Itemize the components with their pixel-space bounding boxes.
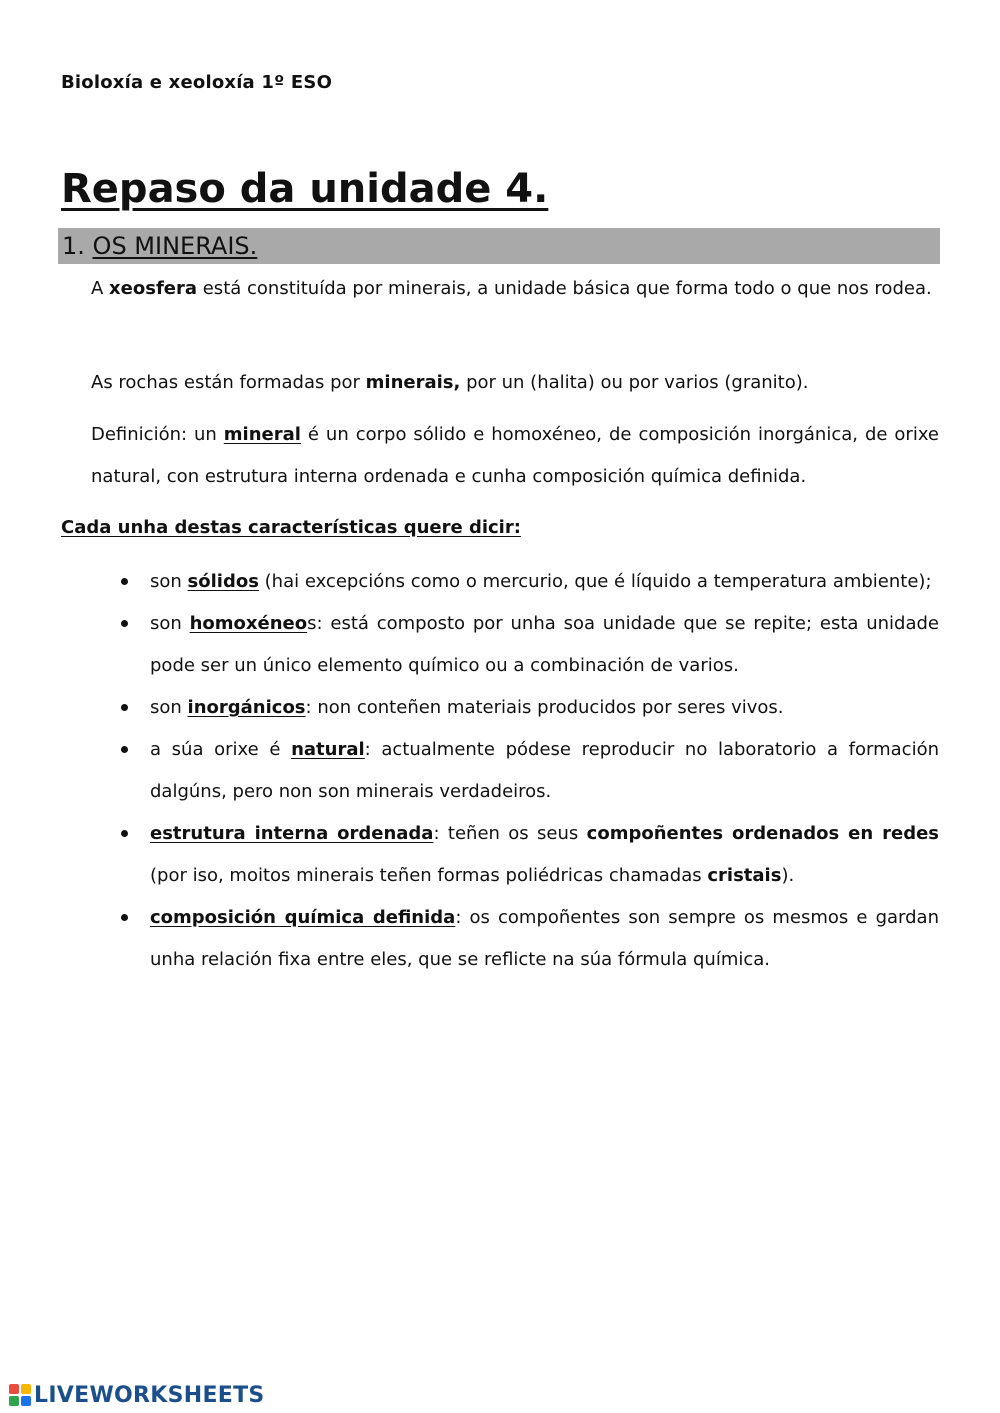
page-title: Repaso da unidade 4. <box>61 166 549 212</box>
list-item: son inorgánicos: non conteñen materiais producidos por seres vivos. <box>150 687 939 729</box>
term-mineral: mineral <box>223 424 301 445</box>
bullet-icon <box>121 746 128 753</box>
term-compoñentes: compoñentes ordenados en redes <box>586 823 940 844</box>
bullet-icon <box>121 620 128 627</box>
logo-text: LIVEWORKSHEETS <box>34 1382 265 1408</box>
term-natural: natural <box>291 739 365 760</box>
term-composicion: composición química definida <box>150 907 456 928</box>
liveworksheets-logo[interactable] <box>8 1382 265 1408</box>
bullet-icon <box>121 704 128 711</box>
section-number: 1. <box>62 232 85 260</box>
term-solidos: sólidos <box>187 571 259 592</box>
list-item: composición química definida: os compoñentes son sempre os mesmos e gardan unha relación fixa entre eles, que se reflicte na súa fórmula química. <box>150 897 939 981</box>
characteristics-heading: Cada unha destas características quere dicir: <box>61 517 521 538</box>
paragraph-rochas: As rochas están formadas por minerais, por un (halita) ou por varios (granito). <box>91 372 809 393</box>
list-item: son homoxéneos: está composto por unha soa unidade que se repite; esta unidade pode ser un único elemento químico ou a combinación de varios. <box>150 603 939 687</box>
paragraph-xeosfera: A xeosfera está constituída por minerais, a unidade básica que forma todo o que nos rodea. <box>91 278 932 299</box>
term-homoxeneos: homoxéneo <box>189 613 308 634</box>
list-item: estrutura interna ordenada: teñen os seus compoñentes ordenados en redes (por iso, moitos minerais teñen formas poliédricas chamadas cristais). <box>150 813 939 897</box>
term-inorganicos: inorgánicos <box>187 697 306 718</box>
bullet-icon <box>121 914 128 921</box>
term-xeosfera: xeosfera <box>109 278 198 299</box>
bullet-icon <box>121 578 128 585</box>
section-title: OS MINERAIS. <box>92 232 258 260</box>
paragraph-definicion: Definición: un mineral é un corpo sólido e homoxéneo, de composición inorgánica, de orixe natural, con estrutura interna ordenada e cunha composición química definida. <box>91 424 939 487</box>
liveworksheets-logo-icon <box>8 1383 32 1407</box>
section-heading <box>62 232 257 260</box>
section-heading-bar <box>58 228 940 264</box>
list-item: son sólidos (hai excepcións como o mercurio, que é líquido a temperatura ambiente); <box>150 561 939 603</box>
list-item: a súa orixe é natural: actualmente pódese reproducir no laboratorio a formación dalgúns, pero non son minerais verdadeiros. <box>150 729 939 813</box>
subject-header: Bioloxía e xeoloxía 1º ESO <box>61 72 333 93</box>
bullet-icon <box>121 830 128 837</box>
characteristics-list <box>150 561 939 981</box>
term-cristais: cristais <box>707 865 782 886</box>
term-estrutura: estrutura interna ordenada <box>150 823 434 844</box>
term-minerais: minerais, <box>365 372 461 393</box>
